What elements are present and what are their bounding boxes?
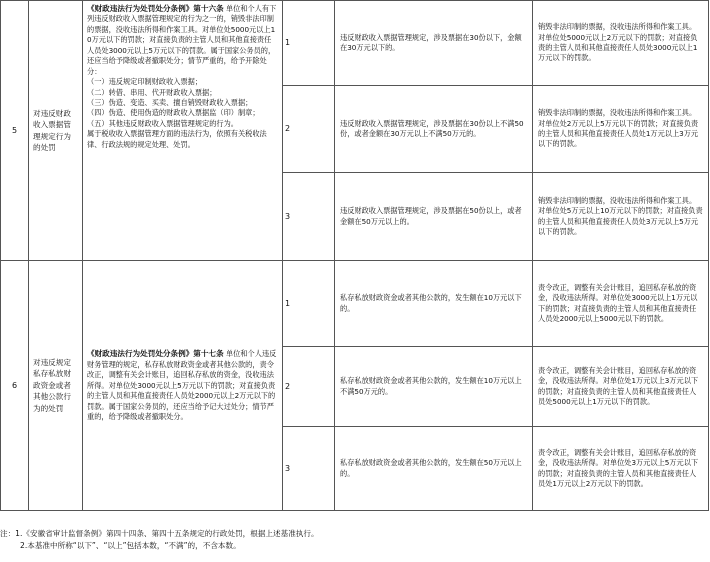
standard-cell: 责令改正，调整有关会计账目，追回私存私放的资金，没收违法所得。对单位处1万元以上3万元以下的罚款；对直接负责的主管人员和其他直接责任人员处5000元以上1万元以下的罚款。	[533, 347, 709, 427]
legal-basis	[83, 1, 283, 261]
violation-name: 对违反规定私存私放财政资金或者其他公款行为的处罚	[29, 261, 83, 511]
basis-item: （四）伪造、使用伪造的财政收入票据监（印）制章；	[87, 108, 260, 118]
footnotes	[0, 528, 708, 552]
basis-text: 单位和个人有下列违反财政收入票据管理规定的行为之一的，销毁非法印制的票据，没收违法所得和作案工具。对单位处5000元以上10万元以下的罚款；对直接负责的主管人员和其他直接责任人员处3000元以上5万元以下的罚款。属于国家公务员的，还应当给予降级或者撤职处分；情节严重的，给予开除处分：	[87, 4, 277, 76]
circumstance-cell: 私存私放财政资金或者其他公款的，发生额在10万元以下的。	[335, 261, 533, 347]
footnote-1: 注：1.《安徽省审计监督条例》第四十四条、第四十五条规定的行政处罚，根据上述基准执行。	[0, 529, 319, 538]
standard-cell: 销毁非法印制的票据，没收违法所得和作案工具。对单位处2万元以上5万元以下的罚款；对直接负责的主管人员和其他直接责任人员处1万元以上3万元以下的罚款。	[533, 86, 709, 173]
circumstance-cell: 违反财政收入票据管理规定，涉及票据在50份以上，或者金额在50万元以上的。	[335, 173, 533, 261]
level-cell: 2	[283, 86, 335, 173]
table-row	[1, 1, 709, 86]
standard-cell: 责令改正，调整有关会计账目，追回私存私放的资金，没收违法所得。对单位处3万元以上5万元以下的罚款；对直接负责的主管人员和其他直接责任人员处1万元以上2万元以下的罚款。	[533, 427, 709, 511]
basis-item: （二）转借、串用、代开财政收入票据；	[87, 87, 217, 97]
row-number: 5	[1, 1, 29, 261]
standard-cell: 责令改正，调整有关会计账目，追回私存私放的资金，没收违法所得。对单位处3000元以上1万元以下的罚款；对直接负责的主管人员和其他直接责任人员处2000元以上5000元以下的罚款。	[533, 261, 709, 347]
basis-title: 《财政违法行为处罚处分条例》第十七条	[87, 349, 224, 359]
standard-cell: 销毁非法印制的票据，没收违法所得和作案工具。对单位处5000元以上2万元以下的罚款；对直接负责的主管人员和其他直接责任人员处3000元以上1万元以下的罚款。	[533, 1, 709, 86]
circumstance-cell: 违反财政收入票据管理规定，涉及票据在30份以上不满50份，或者金额在30万元以上不满50万元的。	[335, 86, 533, 173]
basis-item: （三）伪造、变造、买卖、擅自销毁财政收入票据；	[87, 97, 253, 107]
legal-basis	[83, 261, 283, 511]
basis-item: （五）其他违反财政收入票据管理规定的行为。	[87, 118, 238, 128]
basis-item: （一）违反规定印制财政收入票据；	[87, 77, 203, 87]
level-cell: 3	[283, 427, 335, 511]
violation-name: 对违反财政收入票据管理规定行为的处罚	[29, 1, 83, 261]
basis-item: 属于税收收入票据管理方面的违法行为，依照有关税收法律、行政法规的规定处理、处罚。	[87, 129, 267, 149]
row-number: 6	[1, 261, 29, 511]
basis-text: 单位和个人违反财务管理的规定，私存私放财政资金或者其他公款的，责令改正，调整有关会计账目，追回私存私放的资金，没收违法所得。对单位处3000元以上5万元以下的罚款；对直接负责的主管人员和其他直接责任人员处2000元以上2万元以下的罚款。属于国家公务员的，还应当给予记大过处分；情节严重的，给予降级或者撤职处分。	[87, 349, 277, 422]
footnote-2: 2.本基准中所称“以下”、“以上”包括本数，“不满”的，不含本数。	[20, 541, 241, 551]
circumstance-cell: 私存私放财政资金或者其他公款的，发生额在50万元以上的。	[335, 427, 533, 511]
circumstance-cell: 违反财政收入票据管理规定，涉及票据在30份以下，金额在30万元以下的。	[335, 1, 533, 86]
table-row	[1, 261, 709, 347]
level-cell: 2	[283, 347, 335, 427]
level-cell: 1	[283, 1, 335, 86]
level-cell: 3	[283, 173, 335, 261]
level-cell: 1	[283, 261, 335, 347]
basis-title: 《财政违法行为处罚处分条例》第十六条	[87, 4, 224, 13]
standard-cell: 销毁非法印制的票据，没收违法所得和作案工具。对单位处5万元以上10万元以下的罚款；对直接负责的主管人员和其他直接责任人员处3万元以上5万元以下的罚款。	[533, 173, 709, 261]
circumstance-cell: 私存私放财政资金或者其他公款的，发生额在10万元以上不满50万元的。	[335, 347, 533, 427]
